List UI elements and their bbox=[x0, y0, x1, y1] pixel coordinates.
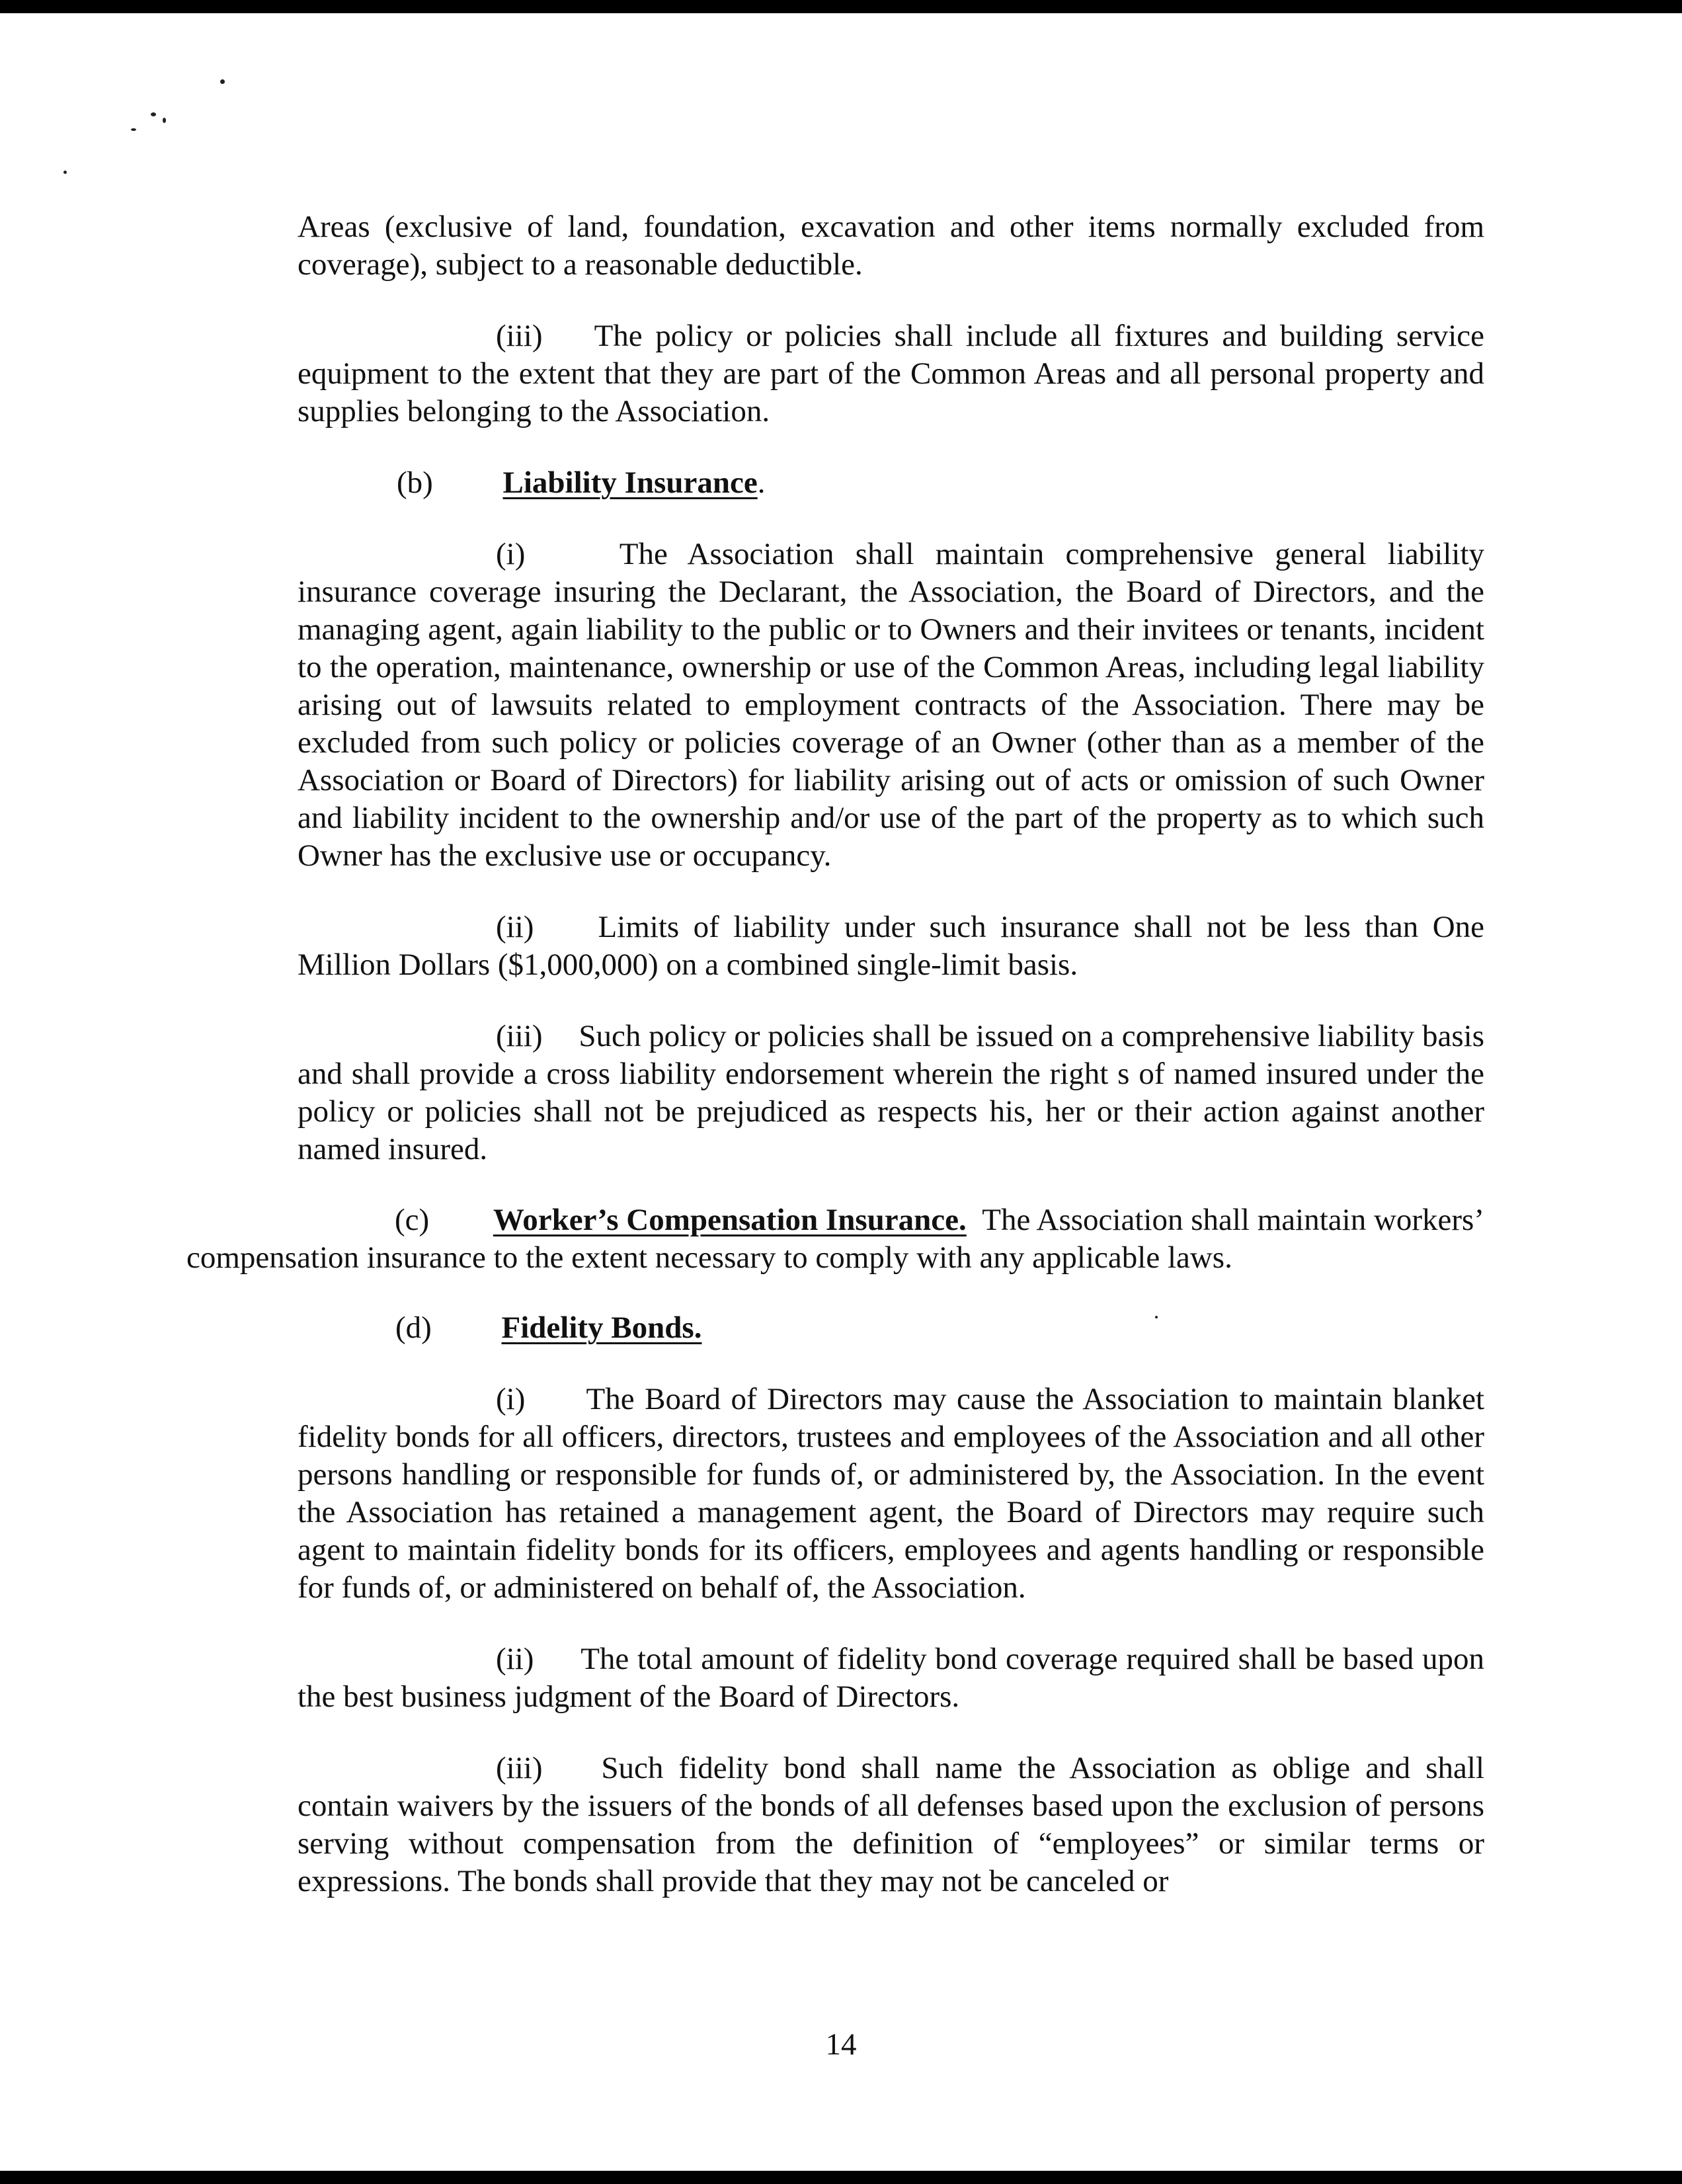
paragraph-d-ii bbox=[298, 1640, 1484, 1716]
section-marker: (b) bbox=[397, 465, 433, 500]
paragraph-b-iii bbox=[298, 1018, 1484, 1168]
paragraph-marker: (i) bbox=[496, 537, 526, 571]
paragraph-spacer bbox=[298, 1607, 1484, 1640]
section-marker: (d) bbox=[395, 1311, 432, 1345]
paragraph-text: Limits of liability under such insurance shall not be less than One Million Dollars ($1,000,000) on a combined single-limit basis. bbox=[298, 910, 1485, 982]
paragraph-text: Such policy or policies shall be issued on a comprehensive liability basis and shall provide a cross liability endorsement wherein the right s of named insured under the policy or policies shall not be prejudiced as respects his, her or their action against another named insured. bbox=[298, 1019, 1485, 1166]
paragraph-spacer bbox=[298, 430, 1484, 464]
scan-speck bbox=[220, 79, 225, 84]
top-scan-border bbox=[0, 0, 1682, 13]
paragraph-b-ii bbox=[298, 909, 1484, 984]
paragraph-d-i bbox=[298, 1381, 1484, 1607]
paragraph-c-workers-compensation bbox=[186, 1201, 1484, 1277]
scan-speck bbox=[131, 128, 136, 131]
paragraph-spacer bbox=[298, 984, 1484, 1018]
section-heading-text: Worker’s Compensation Insurance. bbox=[493, 1203, 967, 1237]
paragraph-text: The Board of Directors may cause the Association to maintain blanket fidelity bonds for all officers, directors, trustees and employees of the Association and all other persons handling or responsible for funds of, or administered by, the Association. In the event the Association has retained a management agent, the Board of Directors may require such agent to maintain fidelity bonds for its officers, employees and agents handling or responsible for funds of, or administered on behalf of, the Association. bbox=[298, 1382, 1485, 1605]
paragraph-spacer bbox=[298, 284, 1484, 317]
document-body bbox=[298, 208, 1484, 1168]
paragraph-marker: (ii) bbox=[496, 1642, 534, 1676]
paragraph-spacer bbox=[298, 1347, 1484, 1381]
paragraph-b-i bbox=[298, 536, 1484, 875]
paragraph-spacer bbox=[298, 1716, 1484, 1750]
paragraph-text: The policy or policies shall include all fixtures and building service equipment to the extent that they are part of the Common Areas and all personal property and supplies belonging to the Association. bbox=[298, 319, 1485, 428]
paragraph-text: The Association shall maintain comprehensive general liability insurance coverage insuring the Declarant, the Association, the Board of Directors, and the managing agent, again liability to the public or to Owners and their invitees or tenants, incident to the operation, maintenance, ownership or use of the Common Areas, including legal liability arising out of lawsuits related to employment contracts of the Association. There may be excluded from such policy or policies coverage of an Owner (other than as a member of the Association or Board of Directors) for liability arising out of acts or omission of such Owner and liability incident to the ownership and/or use of the part of the property as to which such Owner has the exclusive use or occupancy. bbox=[298, 537, 1485, 873]
document-body-continued bbox=[298, 1309, 1484, 1900]
section-heading-text: Fidelity Bonds. bbox=[501, 1311, 702, 1345]
section-heading-period: . bbox=[757, 465, 766, 500]
section-heading-liability bbox=[298, 464, 1484, 502]
paragraph-marker: (i) bbox=[496, 1382, 526, 1416]
paragraph-spacer bbox=[298, 875, 1484, 909]
scan-speck bbox=[151, 112, 156, 116]
paragraph-text: Such fidelity bond shall name the Association as oblige and shall contain waivers by the issuers of the bonds of all defenses based upon the exclusion of persons serving without compensation from the definition of “employees” or similar terms or expressions. The bonds shall provide that they may not be canceled or bbox=[298, 1751, 1485, 1898]
paragraph-text: The total amount of fidelity bond coverage required shall be based upon the best business judgment of the Board of Directors. bbox=[298, 1642, 1485, 1714]
scan-speck bbox=[163, 118, 166, 123]
paragraph-a-iii bbox=[298, 317, 1484, 430]
section-heading-text: Liability Insurance bbox=[502, 465, 758, 500]
bottom-scan-border bbox=[0, 2171, 1682, 2184]
paragraph-marker: (iii) bbox=[496, 319, 543, 353]
section-marker: (c) bbox=[395, 1203, 430, 1237]
paragraph-d-iii bbox=[298, 1750, 1484, 1900]
paragraph-spacer bbox=[298, 502, 1484, 536]
paragraph-marker: (iii) bbox=[496, 1751, 543, 1785]
paragraph-marker: (ii) bbox=[496, 910, 534, 944]
paragraph-a-continuation: Areas (exclusive of land, foundation, excavation and other items normally excluded from coverage), subject to a reasonable deductible. bbox=[298, 210, 1484, 282]
scan-speck bbox=[63, 171, 67, 174]
section-heading-fidelity bbox=[298, 1309, 1484, 1347]
paragraph-marker: (iii) bbox=[496, 1019, 543, 1053]
paragraph-text: The Association shall maintain workers’ compensation insurance to the extent necessary to comply with any applicable laws. bbox=[186, 1203, 1485, 1275]
page-number: 14 bbox=[825, 2027, 857, 2062]
